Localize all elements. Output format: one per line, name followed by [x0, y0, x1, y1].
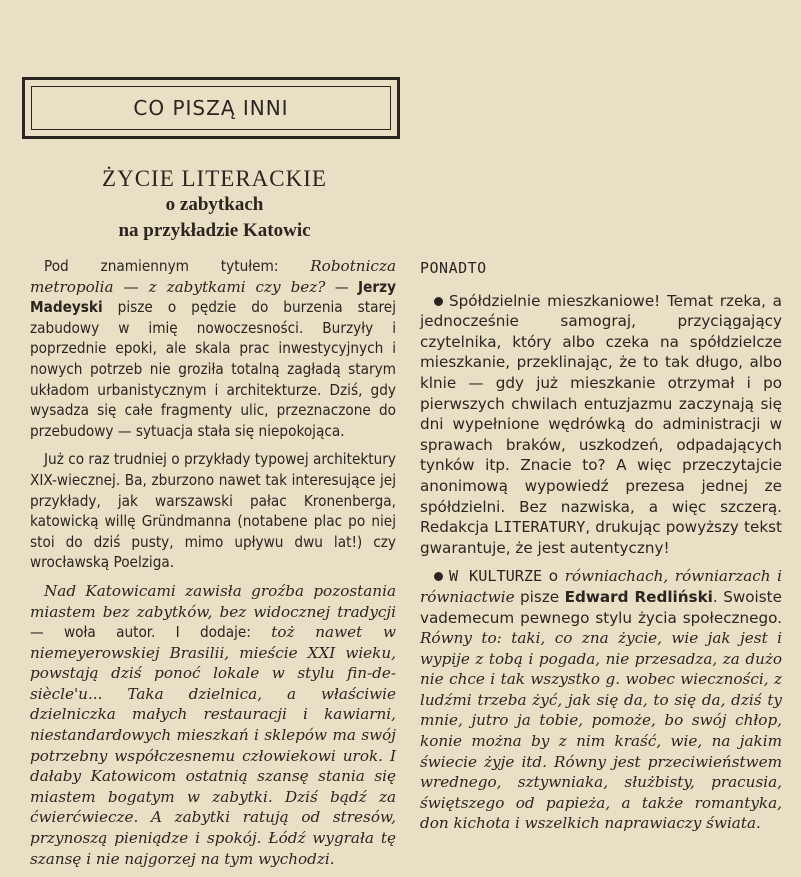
- s2p1-end: , drukując powyższy tekst gwarantuje, że jest autentyczny!: [420, 518, 782, 557]
- right-column: [420, 76, 782, 842]
- article-paragraph-3: [30, 581, 396, 869]
- p3-quote-a: Nad Katowicami zawisła groźba pozostania miastem bez zabytków, bez widocznej tradycji: [30, 581, 396, 621]
- s2p1-text: Spółdzielnie mieszkaniowe! Temat rzeka, a jednocześnie samograj, przyciągający czytelnika, który albo czeka na spółdzielcze mieszkanie, przeklinając, że to tak długo, albo klnie — gdy już mieszkanie otrzymał i po pierwszych chwilach entuzjazmu zaczynają się dni wypełnione wędrówką do administracji w sprawach braków, uszkodzeń, odpadających tynków itp. Znacie to? A więc przeczytajcie anonimową wypowiedź prezesa jednej ze spółdzielni. Bez nazwiska, a więc szczerą. Redakcja: [420, 291, 782, 537]
- section-header-box: [22, 77, 400, 139]
- source-title: ŻYCIE LITERACKIE: [102, 166, 327, 191]
- section-header-title: CO PISZĄ INNI: [133, 96, 289, 120]
- p1-dash: —: [325, 277, 359, 296]
- s2p2-topic: równiachach, równiarzach i równiactwie: [420, 567, 782, 606]
- p1-text-a: Pod znamiennym tytułem:: [44, 257, 311, 275]
- article-subtitle-1: o zabytkach: [165, 194, 264, 215]
- article-subtitle-2: na przykładzie Katowic: [118, 220, 311, 241]
- section2-paragraph-1: [420, 291, 782, 559]
- p3-quote-b: toż nawet w niemeyerowskiej Brasilii, mieście XXI wieku, powstają dziś ponoć lokale w stylu fin-de-siècle'u... Taka dzielnica, a właściwie dzielniczka małych restauracji i kawiarni, niestandardowych mieszkań i sklepów ma swój potrzebny współczesnemu człowiekowi urok. I dałaby Katowicom ostatnią szansę stania się miastem bogatym w zabytki. Dziś bądź za ćwierćwiecze. A zabytki ratują od stresów, przynoszą pieniądze i spokój. Łódź wygrała tę szansę i nie najgorzej na tym wychodzi.: [30, 623, 396, 868]
- s2p2-quote: Równy to: taki, co zna życie, wie jak jest i wypije z tobą i pogada, nie przesadza, za dużo nie chce i tak wszystko g. wobec wieczności, z ludźmi trzeba żyć, jak się da, to się da, dziś ty mnie, jutro ja tobie, pomoże, bo swój chłop, konie można by z nim kraść, wie, na jakim świecie żyje itd. Równy jest przeciwieństwem wrednego, sztywniaka, służbisty, pracusia, świętszego od papieża, a także romantyka, don kichota i wszelkich naprawiaczy świata.: [420, 629, 782, 833]
- p1-author: Jerzy Madeyski: [30, 277, 396, 317]
- p3-text: — woła autor. I dodaje:: [30, 623, 272, 642]
- s2p2-text-c: . Swoiste vademecum pewnego stylu życia społecznego.: [420, 587, 782, 627]
- s2p2-magazine: W KULTURZE: [449, 567, 543, 586]
- section-heading: PONADTO: [420, 259, 487, 277]
- bullet-icon: [434, 297, 443, 306]
- left-column: [30, 256, 396, 877]
- p1-title-quote: Robotnicza metropolia — z zabytkami czy bez?: [30, 257, 396, 296]
- s2p2-text-b: pisze: [514, 587, 565, 606]
- s2p2-text-a: o: [542, 567, 565, 586]
- bullet-icon: [434, 572, 443, 581]
- s2p2-author: Edward Redliński: [564, 587, 713, 606]
- s2p1-magazine: LITERATURY: [493, 518, 586, 537]
- article-paragraph-1: [30, 256, 396, 441]
- section2-paragraph-2: [420, 566, 782, 834]
- p1-text-b: pisze o pędzie do burzenia starej zabudowy w imię nowoczesności. Burzyły i poprzednie epoki, ale skala prac inwestycyjnych i nowych potrzeb nie groziła totalną zagładą starym układom urbanistycznym i architekturze. Dziś, gdy wysadza się całe fragmenty ulic, przeznaczone do przebudowy — sytuacja stała się niepokojąca.: [30, 298, 396, 440]
- article-paragraph-2: Już co raz trudniej o przykłady typowej architektury XIX-wiecznej. Ba, zburzono nawet tak interesujące jej przykłady, jak warszawski pałac Kronenberga, katowicką willę Gründmanna (notabene plac po niej stoi do dziś pusty, mimo upływu dwu lat!) czy wrocławską Poelziga.: [30, 450, 396, 572]
- section-header-inner: [31, 86, 391, 130]
